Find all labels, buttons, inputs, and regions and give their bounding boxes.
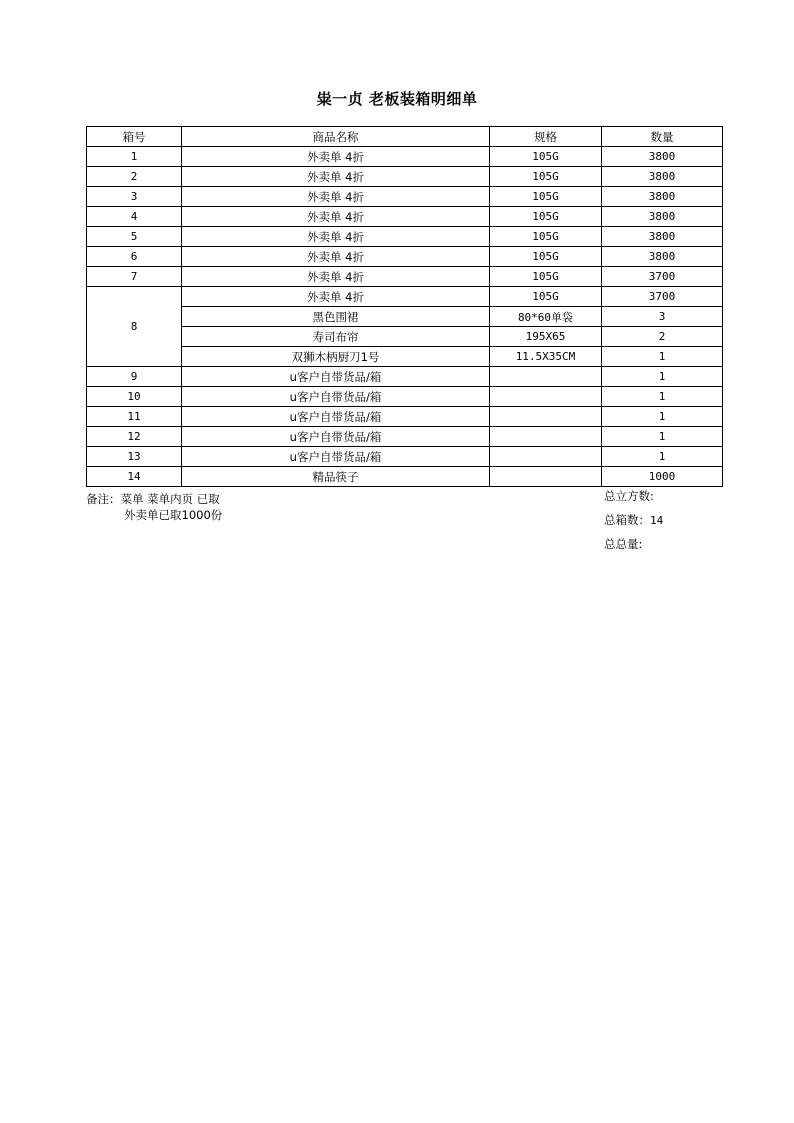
quantity-cell: 2: [602, 327, 723, 347]
quantity-cell: 1: [602, 367, 723, 387]
spec-cell: 105G: [490, 147, 602, 167]
product-name-cell: 外卖单 4折: [182, 267, 490, 287]
product-name-cell: 外卖单 4折: [182, 147, 490, 167]
box-no-cell: 7: [87, 267, 182, 287]
table-row: [87, 387, 723, 407]
spec-cell: 11.5X35CM: [490, 347, 602, 367]
remarks-line-2: 外卖单已取1000份: [124, 508, 223, 522]
table-row: [87, 347, 723, 367]
box-no-cell: 13: [87, 447, 182, 467]
box-no-cell: 12: [87, 427, 182, 447]
product-name-cell: u客户自带货品/箱: [182, 367, 490, 387]
table-row: [87, 407, 723, 427]
box-no-cell: 3: [87, 187, 182, 207]
table-row: [87, 147, 723, 167]
product-name-cell: 外卖单 4折: [182, 207, 490, 227]
box-no-cell: 14: [87, 467, 182, 487]
table-row: [87, 287, 723, 307]
spec-cell: 195X65: [490, 327, 602, 347]
box-no-cell: 2: [87, 167, 182, 187]
quantity-cell: 1000: [602, 467, 723, 487]
total-volume-label: 总立方数:: [604, 489, 654, 503]
quantity-cell: 1: [602, 447, 723, 467]
quantity-cell: 3700: [602, 267, 723, 287]
total-boxes-label: 总箱数：: [604, 513, 650, 527]
box-no-cell: 1: [87, 147, 182, 167]
header-box-no: 箱号: [87, 127, 182, 147]
product-name-cell: 外卖单 4折: [182, 287, 490, 307]
product-name-cell: 双狮木柄厨刀1号: [182, 347, 490, 367]
box-no-cell: 9: [87, 367, 182, 387]
box-no-cell: 11: [87, 407, 182, 427]
quantity-cell: 3800: [602, 187, 723, 207]
total-boxes-value: 14: [650, 514, 664, 527]
table-row: [87, 327, 723, 347]
totals-block: [604, 489, 663, 561]
box-no-cell: 4: [87, 207, 182, 227]
quantity-cell: 3: [602, 307, 723, 327]
table-row: [87, 467, 723, 487]
table-row: [87, 427, 723, 447]
packing-list-table: [86, 126, 723, 487]
table-row: [87, 167, 723, 187]
table-row: [87, 267, 723, 287]
table-row: [87, 207, 723, 227]
spec-cell: [490, 367, 602, 387]
header-quantity: 数量: [602, 127, 723, 147]
header-product-name: 商品名称: [182, 127, 490, 147]
box-no-cell: 8: [87, 287, 182, 367]
box-no-cell: 5: [87, 227, 182, 247]
product-name-cell: 外卖单 4折: [182, 167, 490, 187]
spec-cell: 105G: [490, 247, 602, 267]
remarks: [86, 491, 222, 523]
quantity-cell: 1: [602, 387, 723, 407]
product-name-cell: 外卖单 4折: [182, 247, 490, 267]
header-spec: 规格: [490, 127, 602, 147]
total-quantity-label: 总总量:: [604, 537, 643, 551]
quantity-cell: 3800: [602, 227, 723, 247]
table-row: [87, 307, 723, 327]
spec-cell: 105G: [490, 187, 602, 207]
spec-cell: 105G: [490, 207, 602, 227]
total-boxes: [604, 513, 663, 537]
product-name-cell: u客户自带货品/箱: [182, 447, 490, 467]
spec-cell: [490, 467, 602, 487]
table-row: [87, 227, 723, 247]
product-name-cell: u客户自带货品/箱: [182, 427, 490, 447]
quantity-cell: 3800: [602, 147, 723, 167]
quantity-cell: 1: [602, 407, 723, 427]
table-row: [87, 187, 723, 207]
spec-cell: [490, 447, 602, 467]
quantity-cell: 3800: [602, 167, 723, 187]
header-row: [87, 127, 723, 147]
product-name-cell: 黑色围裙: [182, 307, 490, 327]
spec-cell: [490, 427, 602, 447]
product-name-cell: 寿司布帘: [182, 327, 490, 347]
spec-cell: 105G: [490, 287, 602, 307]
product-name-cell: u客户自带货品/箱: [182, 407, 490, 427]
quantity-cell: 1: [602, 427, 723, 447]
box-no-cell: 10: [87, 387, 182, 407]
spec-cell: [490, 387, 602, 407]
product-name-cell: 外卖单 4折: [182, 227, 490, 247]
page-title: 粜一贞 老板装箱明细单: [316, 90, 478, 108]
box-no-cell: 6: [87, 247, 182, 267]
product-name-cell: u客户自带货品/箱: [182, 387, 490, 407]
quantity-cell: 3800: [602, 247, 723, 267]
spec-cell: 105G: [490, 227, 602, 247]
quantity-cell: 1: [602, 347, 723, 367]
remarks-line-1: 备注：菜单 菜单内页 已取: [86, 492, 220, 506]
quantity-cell: 3800: [602, 207, 723, 227]
spec-cell: [490, 407, 602, 427]
table-row: [87, 447, 723, 467]
table-row: [87, 247, 723, 267]
quantity-cell: 3700: [602, 287, 723, 307]
spec-cell: 80*60单袋: [490, 307, 602, 327]
product-name-cell: 外卖单 4折: [182, 187, 490, 207]
table-row: [87, 367, 723, 387]
spec-cell: 105G: [490, 167, 602, 187]
spec-cell: 105G: [490, 267, 602, 287]
product-name-cell: 精品筷子: [182, 467, 490, 487]
